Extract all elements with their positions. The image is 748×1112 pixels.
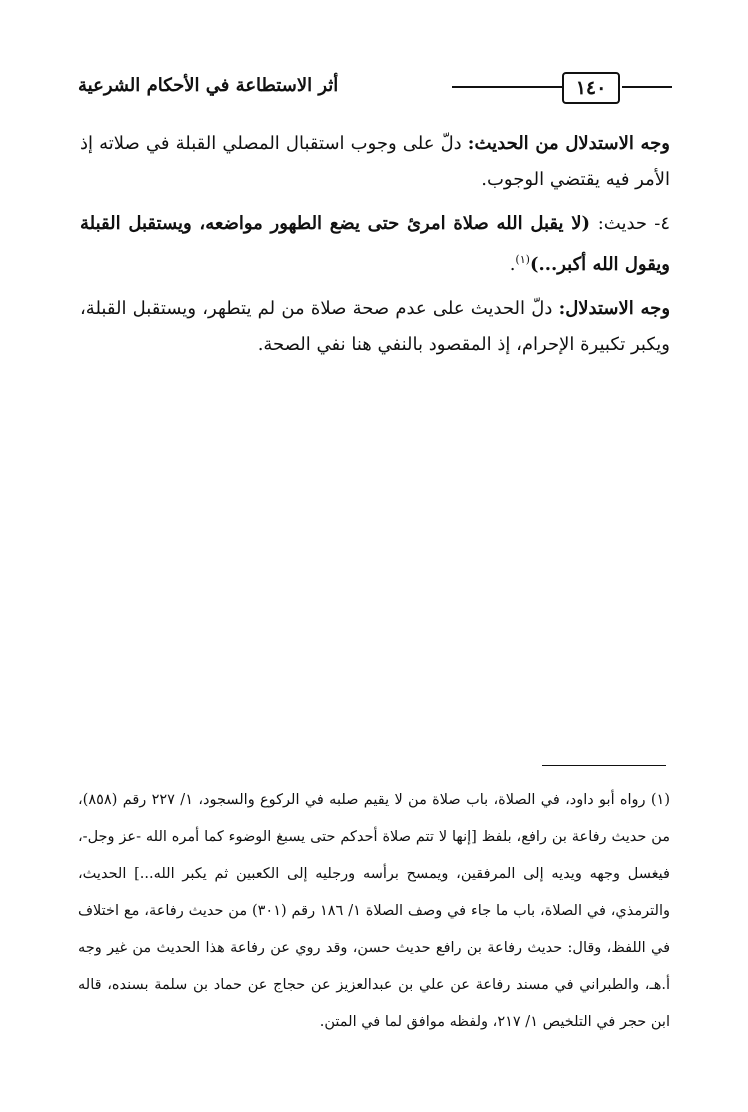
footnote-separator [542,765,666,766]
main-text [80,126,670,371]
paragraph-2 [80,206,670,283]
paragraph-1-text: دلّ على وجوب استقبال المصلي القبلة في صلاته إذ الأمر فيه يقتضي الوجوب. [80,133,670,190]
footnote-reference[interactable]: (١) [515,253,530,266]
paragraph-1 [80,126,670,198]
paragraph-2-end: . [509,254,516,275]
paragraph-3-lead: وجه الاستدلال: [558,298,671,319]
footnotes [78,782,670,1041]
footnote-1: (١) رواه أبو داود، في الصلاة، باب صلاة من لا يقيم صلبه في الركوع والسجود، ١/ ٢٢٧ رقم (٨٥٨)، من حديث رفاعة بن رافع، بلفظ [إنها لا تتم صلاة أحدكم حتى يسبغ الوضوء كما أمره الله -عز وجل-، فيغسل وجهه ويديه إلى المرفقين، ويمسح برأسه ورجليه إلى الكعبين ثم يكبر الله...] الحديث، والترمذي، في الصلاة، باب ما جاء في وصف الصلاة ١/ ١٨٦ رقم (٣٠١) من حديث رفاعة، مع اختلاف في اللفظ، وقال: حديث رفاعة بن رافع حديث حسن، وقد روي عن رفاعة هذا الحديث من غير وجه أ.هـ، والطبراني في مسند رفاعة عن علي بن عبدالعزيز عن حجاج عن حماد بن سلمة بسنده، قاله ابن حجر في التلخيص ١/ ٢١٧، ولفظه موافق لما في المتن. [78,792,670,1030]
page-number: ١٤٠ [562,72,620,104]
running-title: أثر الاستطاعة في الأحكام الشرعية [78,75,339,96]
header-rule-middle [452,86,562,88]
paragraph-2-lead: ٤- حديث: [597,213,670,234]
page-header [78,68,672,108]
paragraph-3-text: دلّ الحديث على عدم صحة صلاة من لم يتطهر، ويستقبل القبلة، ويكبر تكبيرة الإحرام، إذ المقصود بالنفي هنا نفي الصحة. [80,298,670,355]
hadith-quote: (لا يقبل الله صلاة امرئ حتى يضع الطهور مواضعه، ويستقبل القبلة ويقول الله أكبر...) [80,213,670,275]
paragraph-3 [80,291,670,363]
header-rule-right [622,86,672,88]
paragraph-1-lead: وجه الاستدلال من الحديث: [467,133,671,154]
